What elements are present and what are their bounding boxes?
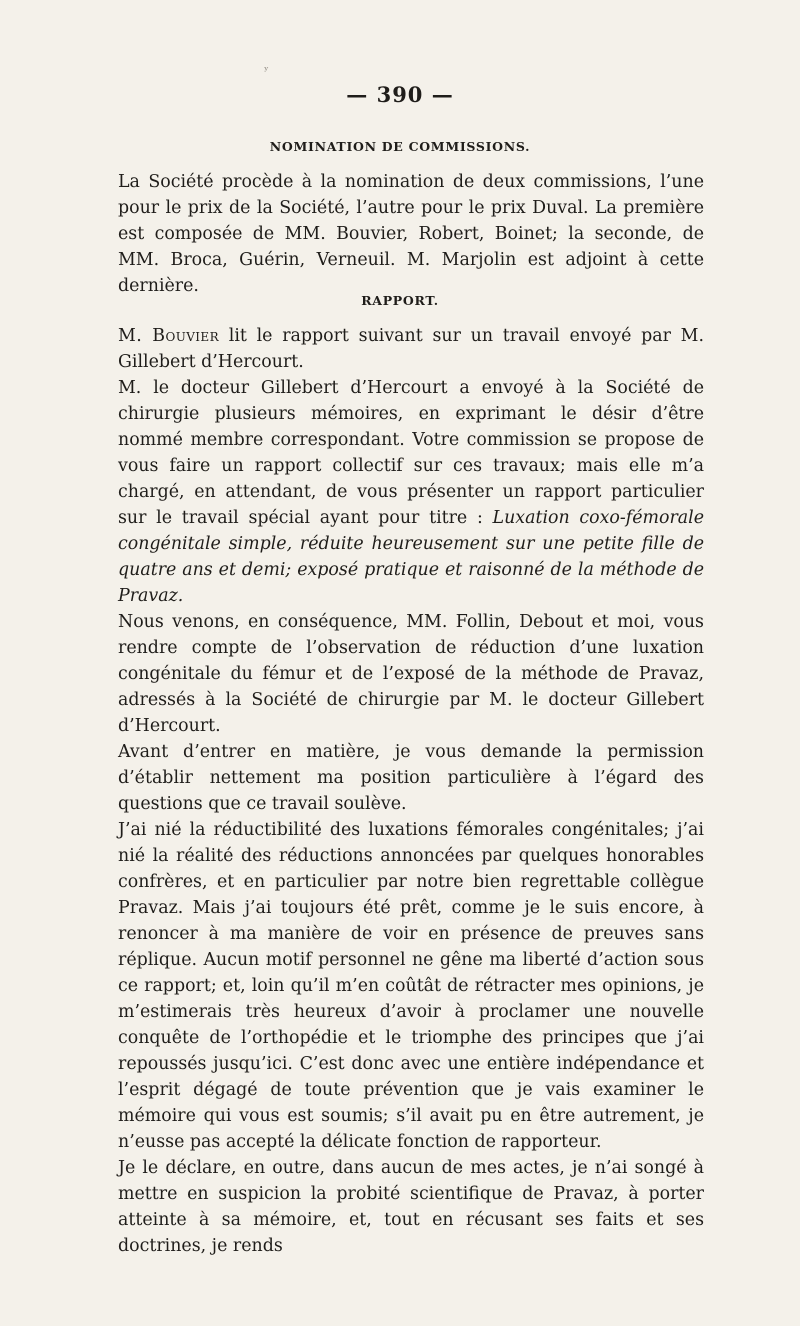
paragraph-3: Nous venons, en conséquence, MM. Follin, Debout et moi, vous rendre compte de l’observation de réduction d’une luxation congénitale du fémur et de l’exposé de la méthode de Pravaz, adressés à la Société de chirurgie par M. le docteur Gillebert d’Hercourt.	[118, 612, 704, 736]
speaker-name: M. Bouvier	[118, 326, 220, 346]
section-heading-nomination: NOMINATION DE COMMISSIONS.	[269, 139, 531, 154]
paragraph-6: Je le déclare, en outre, dans aucun de mes actes, je n’ai songé à mettre en suspicion la probité scientifique de Pravaz, à porter atteinte à sa mémoire, et, tout en récusant ses faits et ses doctrines, je rends	[118, 1158, 704, 1256]
work-title: Luxation coxo-fémorale congénitale simple, réduite heureusement sur une petite fille de quatre ans et demi; exposé pratique et raisonné de la méthode de Pravaz.	[118, 508, 705, 606]
section-body-rapport	[118, 323, 704, 1259]
paragraph: La Société procède à la nomination de deux commissions, l’une pour le prix de la Société, l’autre pour le prix Duval. La première est composée de MM. Bouvier, Robert, Boinet; la seconde, de MM. Broca, Guérin, Verneuil. M. Marjolin est adjoint à cette dernière.	[118, 172, 704, 296]
ink-speck: ʸ	[264, 64, 269, 77]
page-number: — 390 —	[346, 82, 454, 107]
paragraph-intro	[118, 323, 704, 375]
paragraph-2-text: M. le docteur Gillebert d’Hercourt a envoyé à la Société de chirurgie plusieurs mémoires, en exprimant le désir d’être nommé membre correspondant. Votre commission se propose de vous faire un rapport collectif sur ces travaux; mais elle m’a chargé, en attendant, de vous présenter un rapport particulier sur le travail spécial ayant pour titre :	[118, 378, 704, 528]
section-heading-rapport: RAPPORT.	[361, 293, 439, 308]
paragraph-2	[118, 375, 704, 609]
paragraph-intro-text: lit le rapport suivant sur un travail envoyé par M. Gillebert d’Hercourt.	[118, 326, 704, 372]
paragraph-5: J’ai nié la réductibilité des luxations fémorales congénitales; j’ai nié la réalité des réductions annoncées par quelques honorables confrères, et en particulier par notre bien regrettable collègue Pravaz. Mais j’ai toujours été prêt, comme je le suis encore, à renoncer à ma manière de voir en présence de preuves sans réplique. Aucun motif personnel ne gêne ma liberté d’action sous ce rapport; et, loin qu’il m’en coûtât de rétracter mes opinions, je m’estimerais très heureux d’avoir à proclamer une nouvelle conquête de l’orthopédie et le triomphe des principes que j’ai repoussés jusqu’ici. C’est donc avec une entière indépendance et l’esprit dégagé de toute prévention que je vais examiner le mémoire qui vous est soumis; s’il avait pu en être autrement, je n’eusse pas accepté la délicate fonction de rapporteur.	[118, 820, 704, 1152]
section-body-nomination	[118, 169, 704, 299]
paragraph-4: Avant d’entrer en matière, je vous demande la permission d’établir nettement ma position particulière à l’égard des questions que ce travail soulève.	[118, 742, 704, 814]
